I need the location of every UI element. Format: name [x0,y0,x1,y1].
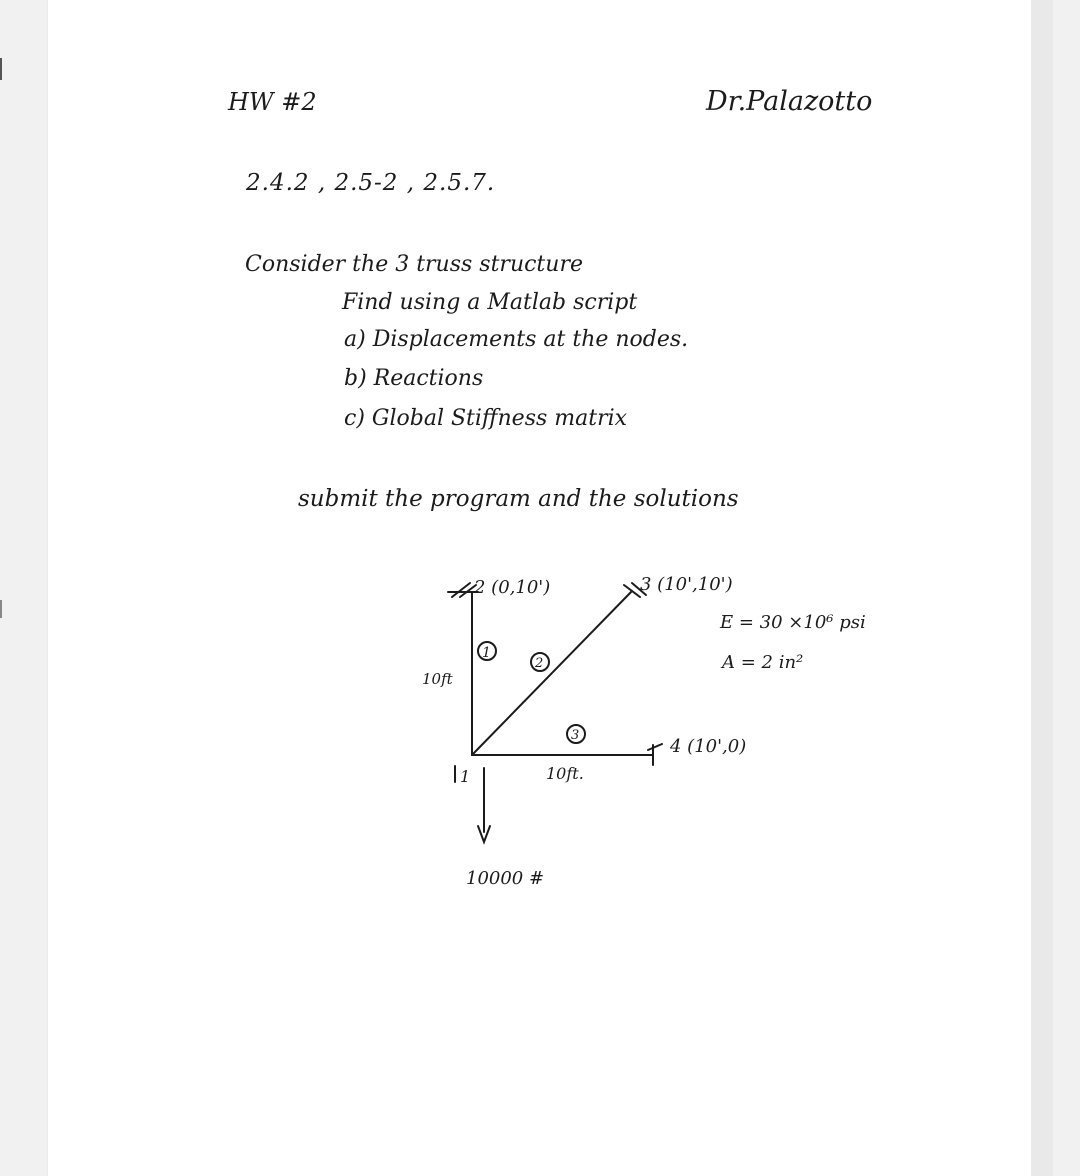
instruction-line: Find using a Matlab script [342,290,638,315]
element-label-2: 2 [535,656,544,671]
node-label-1: 1 [460,767,471,786]
truss-member-2 [472,591,632,755]
task-item-a: a) Displacements at the nodes. [344,327,689,352]
submission-note: submit the program and the solutions [298,486,739,512]
node-label-3: 3 (10',10') [640,574,733,595]
instructor-name: Dr.Palazotto [706,86,873,117]
node-label-2: 2 (0,10') [474,577,551,598]
problem-list: 2.4.2 , 2.5-2 , 2.5.7. [246,170,496,196]
elastic-modulus: E = 30 ×10⁶ psi [720,612,866,633]
vertical-dimension: 10ft [422,670,453,688]
node-label-4: 4 (10',0) [670,736,747,757]
task-item-b: b) Reactions [344,366,484,391]
cross-section-area: A = 2 in² [722,652,804,673]
horizontal-dimension: 10ft. [546,764,584,783]
element-label-1: 1 [482,645,491,661]
element-label-3: 3 [571,728,580,743]
applied-load: 10000 # [466,868,545,889]
instruction-line: Consider the 3 truss structure [245,252,583,277]
homework-title: HW #2 [228,88,317,116]
task-item-c: c) Global Stiffness matrix [344,406,628,431]
